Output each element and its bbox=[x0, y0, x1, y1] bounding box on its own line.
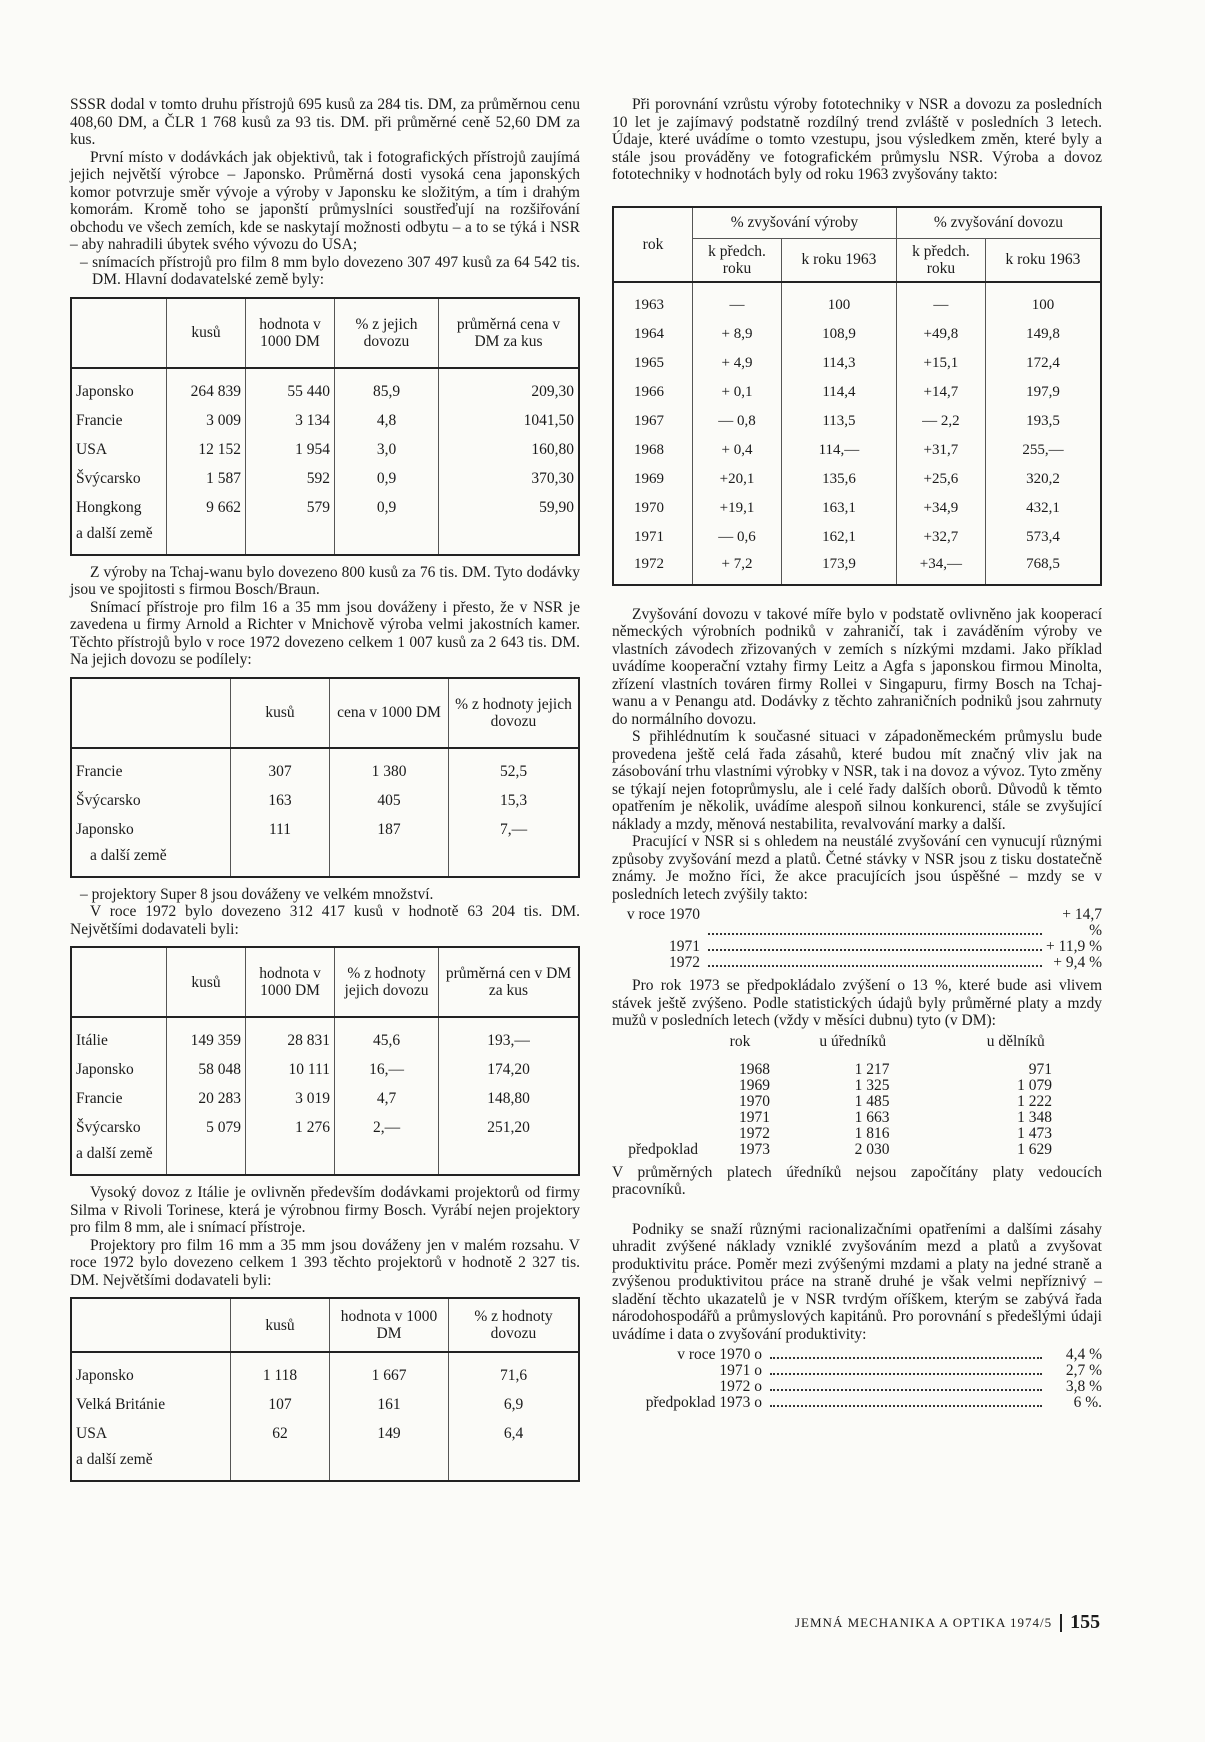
list-item-value: 2,7 % bbox=[1065, 1362, 1102, 1379]
table-cell: 1041,50 bbox=[439, 406, 580, 435]
table-cell: +31,7 bbox=[896, 436, 985, 465]
table-cell: 1 473 bbox=[1017, 1124, 1052, 1142]
table-cell: 160,80 bbox=[439, 435, 580, 464]
table-cell: 2 030 bbox=[854, 1140, 890, 1158]
table-cell: 85,9 bbox=[335, 368, 439, 406]
paragraph: První místo v dodávkách jak objektivů, tak i fotografických přístrojů zaujímá jejich největší výrobce – Japonsko. Průměrná dosti vysoká cena japonských komor potvrzuje směr vývoje a výroby v Japonsku ke složitým, a tím i drahým komorám. Kromě toho se japonští průmyslníci soustřeďují na rozšiřování obchodu ve všech zemích, kde se naskytají možnosti odbytu – a to se týká i NSR – aby nahradili úbytek svého vývozu do USA; bbox=[70, 148, 580, 253]
table-row bbox=[71, 844, 579, 877]
table-cell bbox=[612, 1110, 704, 1126]
table-row bbox=[612, 1142, 1102, 1158]
table-header: k předch. roku bbox=[693, 238, 782, 282]
table-cell: 1 217 bbox=[854, 1060, 890, 1078]
table-cell bbox=[612, 1126, 704, 1142]
table-row bbox=[71, 522, 579, 555]
table-row bbox=[613, 494, 1101, 523]
table-row bbox=[71, 748, 579, 786]
table-cell bbox=[612, 1062, 704, 1078]
table-cell: 2,— bbox=[335, 1113, 439, 1142]
table-cell: 971 bbox=[1028, 1060, 1052, 1078]
table-cell: 1970 bbox=[634, 499, 664, 516]
table-cell: 0,9 bbox=[335, 493, 439, 522]
table-row bbox=[71, 435, 579, 464]
table-16-35mm-cameras bbox=[70, 677, 580, 878]
journal-title: JEMNÁ MECHANIKA A OPTIKA 1974/5 bbox=[795, 1615, 1053, 1630]
table-cell: 579 bbox=[246, 493, 335, 522]
table-cell: 1966 bbox=[634, 383, 664, 400]
page-number: 155 bbox=[1060, 1614, 1100, 1632]
table-row bbox=[613, 378, 1101, 407]
table-cell: 1 222 bbox=[1017, 1092, 1052, 1110]
page-footer bbox=[795, 1611, 1101, 1633]
table-cell: 114,— bbox=[782, 436, 897, 465]
table-cell: 1969 bbox=[634, 470, 664, 487]
paragraph: Z výroby na Tchaj-wanu bylo dovezeno 800 kusů za 76 tis. DM. Tyto dodávky jsou ve spojitosti s firmou Bosch/Braun. bbox=[70, 563, 580, 598]
table-cell: 149 359 bbox=[167, 1017, 246, 1055]
paragraph: Zvyšování dovozu v takové míře bylo v podstatě ovlivněno jak kooperací německých výrobních podniků v zahraničí, tak i zaváděním výroby ve vlastních závodech zřizovaných v zemích s nízkými mzdami. Jako příklad uvádíme kooperační vztahy firmy Leitz a Agfa s japonskou firmou Minolta, zřízení vlastních továren firmy Rollei v Singapuru, firmy Bosch na Tchaj-wanu a v Penangu atd. Dodávky z těchto zahraničních podniků jsou zahrnuty do normálního dovozu. bbox=[612, 605, 1102, 728]
table-cell: a další země bbox=[76, 524, 153, 542]
table-cell: 197,9 bbox=[985, 378, 1101, 407]
table-cell: +34,— bbox=[896, 552, 985, 585]
list-item-value: + 14,7 % bbox=[1062, 906, 1102, 939]
table-cell: Švýcarsko bbox=[76, 469, 141, 487]
table-header: % z jejich dovozu bbox=[335, 298, 439, 368]
table-cell: Japonsko bbox=[76, 1061, 134, 1078]
table-header: kusů bbox=[167, 947, 246, 1017]
table-cell: 251,20 bbox=[439, 1113, 580, 1142]
table-header: % zvyšování výroby bbox=[693, 207, 897, 239]
table-cell: 1 816 bbox=[854, 1124, 890, 1142]
paragraph: Projektory pro film 16 mm a 35 mm jsou dováženy jen v malém rozsahu. V roce 1972 bylo dovezeno celkem 1 393 těchto projektorů v hodnotě 2 327 tis. DM. Největšími dodavateli byli: bbox=[70, 1236, 580, 1289]
paragraph: SSSR dodal v tomto druhu přístrojů 695 kusů za 284 tis. DM, za průměrnou cenu 408,60 DM, a ČLR 1 768 kusů za 93 tis. DM. při průměrné ceně 52,60 DM za kus. bbox=[70, 96, 580, 148]
table-header: % z hodnoty jejich dovozu bbox=[449, 678, 580, 748]
table-row bbox=[612, 1078, 1102, 1094]
table-cell: 4,7 bbox=[335, 1084, 439, 1113]
table-cell: 107 bbox=[231, 1390, 330, 1419]
table-row bbox=[613, 282, 1101, 320]
table-header: u dělníků bbox=[986, 1032, 1045, 1050]
table-cell: 148,80 bbox=[439, 1084, 580, 1113]
list-item bbox=[612, 1363, 1102, 1379]
list-item-label: 1971 o bbox=[719, 1362, 762, 1379]
table-cell: 111 bbox=[231, 815, 330, 844]
table-cell: 1 663 bbox=[854, 1108, 890, 1126]
list-item-value: 6 %. bbox=[1073, 1394, 1102, 1411]
table-average-wages bbox=[612, 1034, 1102, 1158]
table-cell: 768,5 bbox=[985, 552, 1101, 585]
paragraph: – projektory Super 8 jsou dováženy ve velkém množství. bbox=[80, 885, 434, 903]
table-cell: 100 bbox=[782, 282, 897, 320]
table-header: % zvyšování dovozu bbox=[896, 207, 1101, 239]
table-cell: 45,6 bbox=[335, 1017, 439, 1055]
table-header: průměrná cena v DM za kus bbox=[439, 298, 580, 368]
table-row bbox=[613, 436, 1101, 465]
table-cell: 1971 bbox=[634, 528, 664, 545]
table-cell: 16,— bbox=[335, 1055, 439, 1084]
paragraph: Podniky se snaží různými racionalizačními opatřeními a dalšími zásahy uhradit zvýšené náklady vzniklé zvyšováním mezd a platů a zvyšovat produktivitu práce. Poměr mezi zvýšenými mzdami a platy na jedné straně a zvýšenou produktivitou práce na straně druhé je však velmi nepříznivý – sladění těchto ukazatelů je v NSR tvrdým oříškem, kterým se zabývá řada národohospodářů a průmyslových kapitánů. Pro porovnání s předešlými údaji uvádíme i data o zvyšování produktivity: bbox=[612, 1220, 1102, 1343]
table-cell: 161 bbox=[330, 1390, 449, 1419]
list-item-label: 1972 bbox=[669, 954, 700, 971]
table-cell: 55 440 bbox=[246, 368, 335, 406]
table-cell: Francie bbox=[76, 1090, 123, 1107]
table-cell: USA bbox=[76, 1425, 108, 1442]
table-cell: 193,5 bbox=[985, 407, 1101, 436]
list-item-label: v roce 1970 bbox=[626, 906, 700, 923]
table-cell: 4,8 bbox=[335, 406, 439, 435]
paragraph: – snímacích přístrojů pro film 8 mm bylo dovezeno 307 497 kusů za 64 542 tis. DM. Hlavní dodavatelské země byly: bbox=[80, 253, 580, 288]
table-cell: — bbox=[896, 282, 985, 320]
table-row bbox=[71, 1113, 579, 1142]
table-cell bbox=[612, 1094, 704, 1110]
table-cell: 113,5 bbox=[782, 407, 897, 436]
table-cell: Velká Británie bbox=[76, 1396, 166, 1413]
table-cell: 1967 bbox=[634, 412, 664, 429]
table-cell: 3,0 bbox=[335, 435, 439, 464]
table-header: % z hodnoty dovozu bbox=[449, 1298, 580, 1352]
table-16-35mm-projectors bbox=[70, 1297, 580, 1482]
table-cell: +25,6 bbox=[896, 465, 985, 494]
table-cell: +34,9 bbox=[896, 494, 985, 523]
table-cell: 370,30 bbox=[439, 464, 580, 493]
table-header: průměrná cen v DM za kus bbox=[439, 947, 580, 1017]
list-item-value: + 9,4 % bbox=[1053, 954, 1102, 971]
table-cell: 5 079 bbox=[167, 1113, 246, 1142]
table-cell: 193,— bbox=[439, 1017, 580, 1055]
table-header: cena v 1000 DM bbox=[330, 678, 449, 748]
table-row bbox=[71, 1055, 579, 1084]
table-cell: — 2,2 bbox=[896, 407, 985, 436]
table-cell: 58 048 bbox=[167, 1055, 246, 1084]
table-cell: 15,3 bbox=[449, 786, 580, 815]
table-cell: 1 667 bbox=[330, 1352, 449, 1390]
table-cell: 28 831 bbox=[246, 1017, 335, 1055]
table-header bbox=[71, 947, 167, 1017]
table-cell: Japonsko bbox=[76, 382, 134, 400]
table-cell: 1 079 bbox=[1017, 1076, 1052, 1094]
table-cell: — 0,8 bbox=[693, 407, 782, 436]
table-cell: 1973 bbox=[739, 1140, 770, 1158]
table-super8-projectors bbox=[70, 946, 580, 1176]
list-item-value: + 11,9 % bbox=[1046, 938, 1102, 955]
paragraph: V roce 1972 bylo dovezeno 312 417 kusů v hodnotě 63 204 tis. DM. Největšími dodavateli byli: bbox=[70, 903, 580, 938]
table-row bbox=[71, 815, 579, 844]
table-cell: 172,4 bbox=[985, 349, 1101, 378]
table-cell: 52,5 bbox=[449, 748, 580, 786]
table-cell: Francie bbox=[76, 762, 123, 780]
table-cell: 7,— bbox=[449, 815, 580, 844]
table-cell: 264 839 bbox=[167, 368, 246, 406]
table-cell: 573,4 bbox=[985, 523, 1101, 552]
table-cell: 62 bbox=[231, 1419, 330, 1448]
table-row bbox=[612, 1094, 1102, 1110]
table-cell: 114,4 bbox=[782, 378, 897, 407]
table-production-import-growth bbox=[612, 206, 1102, 586]
table-row bbox=[71, 1142, 579, 1175]
table-cell: Švýcarsko bbox=[76, 1119, 141, 1136]
table-cell: 108,9 bbox=[782, 320, 897, 349]
paragraph: Vysoký dovoz z Itálie je ovlivněn především dodávkami projektorů od firmy Silma v Rivoli Torinese, která je výrobnou firmy Bosch. Vyrábí nejen projektory pro film 8 mm, ale i snímací přístroje. bbox=[70, 1184, 580, 1236]
table-cell: 10 111 bbox=[246, 1055, 335, 1084]
list-item bbox=[612, 939, 1102, 955]
table-row bbox=[613, 349, 1101, 378]
table-row bbox=[612, 1126, 1102, 1142]
table-cell: 9 662 bbox=[167, 493, 246, 522]
table-cell: 3 009 bbox=[167, 406, 246, 435]
table-header: k roku 1963 bbox=[782, 238, 897, 282]
list-item bbox=[612, 1379, 1102, 1395]
table-cell: 1972 bbox=[634, 555, 664, 572]
table-cell: 1969 bbox=[739, 1076, 770, 1094]
paragraph: Pracující v NSR si s ohledem na neustálé zvyšování cen vynucují různými způsoby zvyšování mezd a platů. Četné stávky v NSR jsou z tisku dostatečně známy. Je možno říci, že akce pracujících jsou úspěšné – mzdy se v posledních letech zvýšily takto: bbox=[612, 833, 1102, 903]
table-cell bbox=[612, 1078, 704, 1094]
table-header: rok bbox=[613, 207, 693, 282]
table-cell: 1 629 bbox=[1017, 1140, 1052, 1158]
table-cell: 1968 bbox=[739, 1060, 770, 1078]
table-header: hodnota v 1000 DM bbox=[246, 947, 335, 1017]
table-cell: 59,90 bbox=[439, 493, 580, 522]
table-cell: 1970 bbox=[739, 1092, 770, 1110]
table-cell: 405 bbox=[330, 786, 449, 815]
table-8mm-cameras bbox=[70, 297, 580, 556]
table-cell: 163 bbox=[231, 786, 330, 815]
table-cell: 1 325 bbox=[854, 1076, 890, 1094]
paragraph: S přihlédnutím k současné situaci v západoněmeckém průmyslu bude provedena ještě celá řada zásahů, které budou mít značný vliv jak na zásobování trhu vlastními výrobky v NSR, tak i na dovoz a vývoz. Tyto změny se týkají nejen fotoprůmyslu, ale i celé řady dalších oborů. Důvodů k těmto opatřením je několik, uvádíme alespoň silnou konkurenci, stále se zvyšující náklady a mzdy, měnová nestabilita, revalvování marky a další. bbox=[612, 728, 1102, 833]
table-cell: 1 587 bbox=[167, 464, 246, 493]
table-cell: 1 118 bbox=[231, 1352, 330, 1390]
table-cell: 1965 bbox=[634, 354, 664, 371]
table-row bbox=[71, 1448, 579, 1481]
table-cell: 209,30 bbox=[439, 368, 580, 406]
table-header bbox=[71, 1298, 231, 1352]
table-cell: 6,4 bbox=[449, 1419, 580, 1448]
table-cell: 173,9 bbox=[782, 552, 897, 585]
table-row bbox=[613, 523, 1101, 552]
table-cell: 12 152 bbox=[167, 435, 246, 464]
paragraph: Pro rok 1973 se předpokládalo zvýšení o 13 %, které bude asi vlivem stávek ještě zvýšeno. Podle statistických údajů byly průměrné platy a mzdy mužů v posledních letech (vždy v měsíci dubnu) tyto (v DM): bbox=[612, 977, 1102, 1029]
table-cell: 1968 bbox=[634, 441, 664, 458]
table-cell: + 0,4 bbox=[693, 436, 782, 465]
list-item bbox=[612, 955, 1102, 971]
right-column bbox=[612, 96, 1102, 1417]
table-header: hodnota v 1000 DM bbox=[246, 298, 335, 368]
table-header: rok bbox=[729, 1032, 751, 1050]
paragraph: Při porovnání vzrůstu výroby fototechniky v NSR a dovozu za posledních 10 let je zajímavý podstatně rozdílný trend zvláště v posledních 3 letech. Údaje, které uvádíme o tomto vzestupu, jsou výsledkem změn, které byly a stále jsou prováděny ve fotografickém průmyslu NSR. Výroba a dovoz fototechniky v hodnotách byly od roku 1963 zvyšovány takto: bbox=[612, 96, 1102, 183]
table-cell: +49,8 bbox=[896, 320, 985, 349]
table-cell: Japonsko bbox=[76, 820, 134, 838]
table-header bbox=[71, 298, 167, 368]
table-cell: + 4,9 bbox=[693, 349, 782, 378]
left-column bbox=[70, 96, 580, 1490]
table-header: k roku 1963 bbox=[985, 238, 1101, 282]
table-cell: 255,— bbox=[985, 436, 1101, 465]
table-row bbox=[613, 320, 1101, 349]
table-cell: + 0,1 bbox=[693, 378, 782, 407]
table-cell: Itálie bbox=[76, 1032, 108, 1049]
table-cell: Švýcarsko bbox=[76, 791, 141, 809]
table-header: kusů bbox=[167, 298, 246, 368]
table-cell: 1 485 bbox=[854, 1092, 890, 1110]
table-row bbox=[612, 1110, 1102, 1126]
table-cell: 3 019 bbox=[246, 1084, 335, 1113]
table-header: kusů bbox=[231, 678, 330, 748]
table-cell: 0,9 bbox=[335, 464, 439, 493]
list-item-value: 3,8 % bbox=[1065, 1378, 1102, 1395]
table-row bbox=[612, 1062, 1102, 1078]
table-cell: 6,9 bbox=[449, 1390, 580, 1419]
table-cell: 149,8 bbox=[985, 320, 1101, 349]
table-cell: 1964 bbox=[634, 325, 664, 342]
table-cell: — bbox=[693, 282, 782, 320]
table-cell: 187 bbox=[330, 815, 449, 844]
table-row bbox=[613, 407, 1101, 436]
table-row bbox=[71, 1352, 579, 1390]
list-item-value: 4,4 % bbox=[1065, 1346, 1102, 1363]
table-cell: 3 134 bbox=[246, 406, 335, 435]
table-cell: a další země bbox=[76, 1145, 153, 1162]
table-row bbox=[71, 406, 579, 435]
table-cell: 71,6 bbox=[449, 1352, 580, 1390]
table-cell: + 7,2 bbox=[693, 552, 782, 585]
table-cell: 162,1 bbox=[782, 523, 897, 552]
table-cell: 149 bbox=[330, 1419, 449, 1448]
table-cell: 1 954 bbox=[246, 435, 335, 464]
table-cell: +15,1 bbox=[896, 349, 985, 378]
list-item bbox=[612, 907, 1102, 939]
table-header: kusů bbox=[231, 1298, 330, 1352]
table-header: % z hodnoty jejich dovozu bbox=[335, 947, 439, 1017]
productivity-list bbox=[612, 1347, 1102, 1411]
list-item-label: 1972 o bbox=[719, 1378, 762, 1395]
table-cell: 20 283 bbox=[167, 1084, 246, 1113]
table-header: k předch. roku bbox=[896, 238, 985, 282]
table-header bbox=[612, 1034, 704, 1062]
table-row bbox=[71, 1017, 579, 1055]
table-cell: — 0,6 bbox=[693, 523, 782, 552]
table-cell: Francie bbox=[76, 411, 123, 429]
table-header: hodnota v 1000 DM bbox=[330, 1298, 449, 1352]
table-cell: 135,6 bbox=[782, 465, 897, 494]
table-row bbox=[613, 552, 1101, 585]
table-row bbox=[71, 1084, 579, 1113]
table-row bbox=[71, 493, 579, 522]
table-cell: Hongkong bbox=[76, 498, 142, 516]
wage-increase-list bbox=[612, 907, 1102, 971]
list-item-label: 1971 bbox=[669, 938, 700, 955]
table-cell: + 8,9 bbox=[693, 320, 782, 349]
list-item bbox=[612, 1347, 1102, 1363]
table-cell: 100 bbox=[985, 282, 1101, 320]
list-item-label: v roce 1970 o bbox=[677, 1346, 762, 1363]
table-cell: 114,3 bbox=[782, 349, 897, 378]
table-header bbox=[71, 678, 231, 748]
table-row bbox=[71, 464, 579, 493]
table-cell: +14,7 bbox=[896, 378, 985, 407]
table-cell: 307 bbox=[231, 748, 330, 786]
table-cell: 1971 bbox=[739, 1108, 770, 1126]
table-cell: 1963 bbox=[634, 296, 664, 313]
table-row bbox=[613, 465, 1101, 494]
table-cell: a další země bbox=[90, 846, 167, 864]
table-cell: +19,1 bbox=[693, 494, 782, 523]
table-row bbox=[71, 1390, 579, 1419]
table-cell: 1 276 bbox=[246, 1113, 335, 1142]
table-row bbox=[71, 1419, 579, 1448]
table-cell: 1972 bbox=[739, 1124, 770, 1142]
table-row bbox=[71, 786, 579, 815]
paragraph: Snímací přístroje pro film 16 a 35 mm jsou dováženy i přesto, že v NSR je zavedena u firmy Arnold a Richter v Mnichově výroba velmi jakostních kamer. Těchto přístrojů bylo v roce 1972 dovezeno celkem 1 007 kusů za 2 643 tis. DM. Na jejich dovozu se podílely: bbox=[70, 598, 580, 668]
table-header: u úředníků bbox=[819, 1032, 887, 1050]
table-cell: USA bbox=[76, 440, 108, 458]
table-cell: +32,7 bbox=[896, 523, 985, 552]
table-cell: Japonsko bbox=[76, 1367, 134, 1384]
table-cell: 174,20 bbox=[439, 1055, 580, 1084]
paragraph: V průměrných platech úředníků nejsou započítány platy vedoucích pracovníků. bbox=[612, 1163, 1102, 1198]
list-item bbox=[612, 1395, 1102, 1411]
table-cell: 1 380 bbox=[330, 748, 449, 786]
table-cell: předpoklad bbox=[628, 1140, 698, 1158]
table-cell: 592 bbox=[246, 464, 335, 493]
table-cell: 320,2 bbox=[985, 465, 1101, 494]
table-cell: 1 348 bbox=[1017, 1108, 1052, 1126]
list-item-label: předpoklad 1973 o bbox=[645, 1394, 762, 1411]
table-cell: a další země bbox=[76, 1451, 153, 1468]
table-cell: +20,1 bbox=[693, 465, 782, 494]
table-cell: 163,1 bbox=[782, 494, 897, 523]
table-row bbox=[71, 368, 579, 406]
table-cell: 432,1 bbox=[985, 494, 1101, 523]
